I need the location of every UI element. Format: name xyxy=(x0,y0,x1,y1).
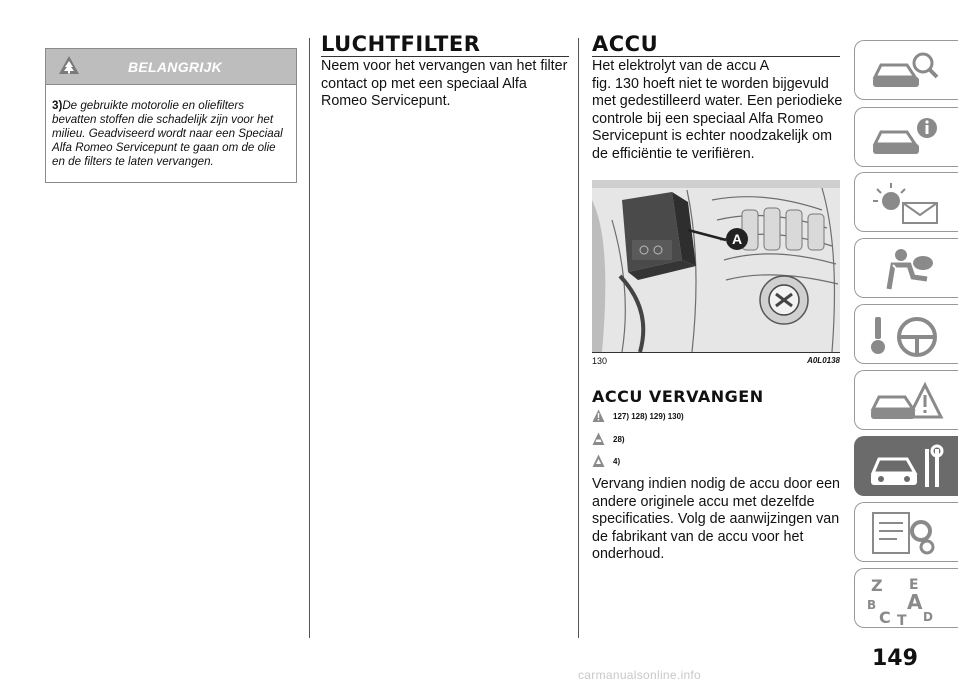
tab-servicing-and-maintenance[interactable] xyxy=(854,436,958,496)
tab-knowing-instrument-panel[interactable] xyxy=(854,107,958,167)
attention-car-icon xyxy=(592,432,605,446)
figure-code: A0L0138 xyxy=(807,356,840,365)
accu-text xyxy=(592,58,848,163)
battery-figure xyxy=(592,180,840,352)
important-notice-header xyxy=(46,49,296,85)
airbag-seatbelt-icon xyxy=(867,245,947,293)
tab-safety[interactable] xyxy=(854,238,958,298)
text-line: Vervang indien nodig de accu door een xyxy=(592,476,841,492)
warning-light-message-icon xyxy=(867,179,947,227)
text-line: Servicepunt is echter noodzakelijk om xyxy=(592,128,832,144)
text-line: Neem voor het vervangen van het filter xyxy=(321,58,568,74)
heading-luchtfilter: LUCHTFILTER xyxy=(321,32,481,56)
luchtfilter-text xyxy=(321,58,571,111)
environment-icon xyxy=(592,454,605,468)
battery-engine-bay-illustration xyxy=(592,180,840,352)
text-line: de fabrikant van de accu voor het xyxy=(592,528,804,545)
heading-accu-vervangen: ACCU VERVANGEN xyxy=(592,387,764,406)
key-steering-wheel-icon xyxy=(867,311,947,359)
column-divider-right xyxy=(578,38,579,638)
tab-warning-lights[interactable] xyxy=(854,172,958,232)
text-line: fig. 130 hoeft niet te worden bijgevuld xyxy=(592,75,829,92)
tab-in-an-emergency[interactable] xyxy=(854,370,958,430)
environment-warning-icon xyxy=(58,54,80,83)
page-number: 149 xyxy=(872,646,918,671)
car-maintenance-icon xyxy=(867,443,947,491)
watermark-text: carmanualsonline.info xyxy=(578,668,702,682)
warning-refs-row xyxy=(592,408,684,424)
text-line: de efficiëntie te verifiëren. xyxy=(592,145,755,162)
warning-refs: 127) 128) 129) 130) xyxy=(613,411,684,421)
car-breakdown-icon xyxy=(867,377,947,425)
text-line: specificaties. Volg de aanwijzingen van xyxy=(592,511,840,527)
column-divider-left xyxy=(309,38,310,638)
figure-caption-rule xyxy=(592,352,840,353)
svg-text:C: C xyxy=(879,608,891,627)
attention-refs: 28) xyxy=(613,434,625,444)
heading-rule-accu xyxy=(592,56,840,57)
figure-callout-a: A xyxy=(726,228,748,250)
figure-caption xyxy=(592,354,840,368)
environment-refs: 4) xyxy=(613,456,621,466)
alphabetical-index-icon xyxy=(867,575,947,627)
important-notice-box xyxy=(45,48,297,183)
accu-vervangen-text xyxy=(592,476,848,564)
text-line: Het elektrolyt van de accu A xyxy=(592,58,770,74)
warning-triangle-icon xyxy=(592,409,605,423)
figure-number: 130 xyxy=(592,356,608,366)
svg-text:E: E xyxy=(909,577,919,593)
environment-refs-row xyxy=(592,453,620,469)
important-notice-text xyxy=(52,99,290,169)
svg-text:Z: Z xyxy=(871,576,883,595)
important-notice-title: BELANGRIJK xyxy=(128,59,223,75)
technical-data-icon xyxy=(867,509,947,557)
svg-text:A: A xyxy=(907,590,923,614)
text-line: met gedestilleerd water. Een periodieke xyxy=(592,93,843,109)
text-line: andere originele accu met dezelfde xyxy=(592,493,815,510)
important-notice-ref: 3) xyxy=(52,99,63,112)
heading-accu: ACCU xyxy=(592,32,659,56)
svg-text:D: D xyxy=(923,610,933,624)
car-search-icon xyxy=(867,47,947,95)
important-notice-body: De gebruikte motorolie en oliefilters bevatten stoffen die schadelijk zijn voor het milieu. Geadviseerd wordt naar een Speciaal Alfa Romeo Servicepunt te gaan om de olie en de filters te laten vervangen. xyxy=(52,99,283,168)
tab-index[interactable] xyxy=(854,568,958,628)
text-line: controle bij een speciaal Alfa Romeo xyxy=(592,110,824,127)
text-line: onderhoud. xyxy=(592,546,665,562)
attention-refs-row xyxy=(592,431,625,447)
svg-text:B: B xyxy=(867,598,877,612)
heading-rule-luchtfilter xyxy=(321,56,569,57)
svg-text:T: T xyxy=(897,613,907,627)
car-info-icon xyxy=(867,114,947,162)
tab-technical-data[interactable] xyxy=(854,502,958,562)
tab-knowing-the-car[interactable] xyxy=(854,40,958,100)
tab-starting-and-driving[interactable] xyxy=(854,304,958,364)
text-line: Romeo Servicepunt. xyxy=(321,93,451,109)
text-line: contact op met een speciaal Alfa xyxy=(321,75,527,92)
